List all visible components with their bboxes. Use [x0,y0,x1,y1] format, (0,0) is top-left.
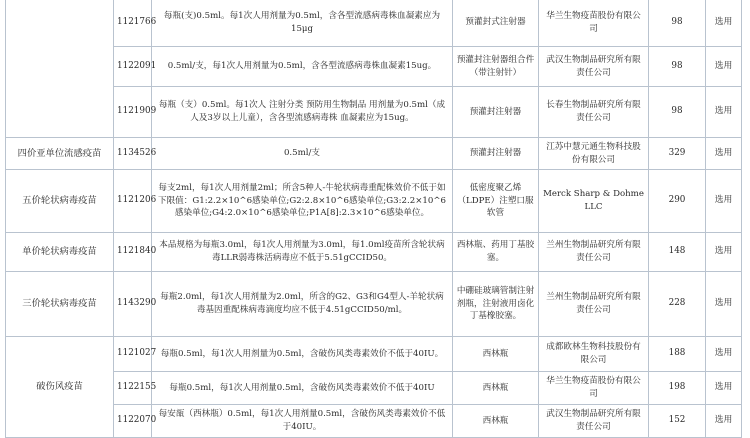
manufacturer: 长春生物制品研究所有限责任公司 [539,87,649,138]
status: 选用 [706,337,742,372]
product-code: 1122155 [114,372,152,405]
vaccine-name: 破伤风疫苗 [6,337,114,438]
product-code: 1143290 [114,272,152,337]
price: 198 [649,372,706,405]
status: 选用 [706,170,742,233]
vaccine-name: 三价轮状病毒疫苗 [6,272,114,337]
price: 290 [649,170,706,233]
specification: 每支2ml，每1次人用剂量2ml；所含5种人-牛轮状病毒重配株效价不低于如下限值：G1:2.2×10^6感染单位;G2:2.8×10^6感染单位;G3:2.2×10^6感染单位;G4:2.0×10^6感染单位;P1A[8]:2.3×10^6感染单位。 [152,170,453,233]
packaging: 西林瓶 [453,405,539,438]
manufacturer: 华兰生物疫苗股份有限公司 [539,0,649,47]
specification: 每瓶2.0ml，每1次人用剂量为2.0ml，所含的G2、G3和G4型人-羊轮状病毒基因重配株病毒滴度均应不低于4.51gCCID50/ml。 [152,272,453,337]
packaging: 西林瓶 [453,337,539,372]
specification: 0.5ml/支，每1次人用剂量为0.5ml，含各型流感病毒株血凝素15ug。 [152,47,453,87]
status: 选用 [706,372,742,405]
vaccine-name: 单价轮状病毒疫苗 [6,233,114,272]
specification: 每瓶(支)0.5ml。每1次人用剂量为0.5ml，含各型流感病毒株血凝素应为15μg [152,0,453,47]
product-code: 1121766 [114,0,152,47]
specification: 0.5ml/支 [152,138,453,170]
manufacturer: 华兰生物疫苗股份有限公司 [539,372,649,405]
packaging: 低密度聚乙烯（LDPE）注塑口服软管 [453,170,539,233]
vaccine-price-table [5,0,742,438]
manufacturer: 武汉生物制品研究所有限责任公司 [539,47,649,87]
packaging: 预灌封式注射器 [453,0,539,47]
packaging: 西林瓶 [453,372,539,405]
vaccine-name-cell [6,0,114,138]
table-row [6,272,742,337]
product-code: 1121206 [114,170,152,233]
specification: 每瓶（支）0.5ml。每1次人 注射分类 预防用生物制品 用剂量为0.5ml（成人及3岁以上儿童），含各型流感病毒株 血凝素应为15ug。 [152,87,453,138]
status: 选用 [706,272,742,337]
packaging: 预灌封注射器 [453,138,539,170]
manufacturer: 江苏中慧元通生物科技股份有限公司 [539,138,649,170]
manufacturer: 兰州生物制品研究所有限责任公司 [539,233,649,272]
table-row [6,87,742,138]
status: 选用 [706,405,742,438]
packaging: 西林瓶、药用丁基胶塞。 [453,233,539,272]
status: 选用 [706,87,742,138]
table-row [6,138,742,170]
price: 188 [649,337,706,372]
price: 98 [649,87,706,138]
price: 98 [649,47,706,87]
table-row [6,170,742,233]
price: 148 [649,233,706,272]
vaccine-name: 四价亚单位流感疫苗 [6,138,114,170]
product-code: 1121027 [114,337,152,372]
table-row [6,0,742,47]
table-row [6,233,742,272]
specification: 每瓶0.5ml，每1次人用剂量为0.5ml，含破伤风类毒素效价不低于40IU。 [152,337,453,372]
specification: 每瓶0.5ml，每1次人用剂量0.5ml，含破伤风类毒素效价不低于40IU [152,372,453,405]
packaging: 预灌封注射器组合件（带注射针） [453,47,539,87]
product-code: 1121909 [114,87,152,138]
price: 152 [649,405,706,438]
status: 选用 [706,138,742,170]
status: 选用 [706,0,742,47]
table-row [6,47,742,87]
status: 选用 [706,47,742,87]
manufacturer: Merck Sharp & Dohme LLC [539,170,649,233]
manufacturer: 成都欧林生物科技股份有限公司 [539,337,649,372]
table-row [6,372,742,405]
vaccine-name: 五价轮状病毒疫苗 [6,170,114,233]
packaging: 预灌封注射器 [453,87,539,138]
status: 选用 [706,233,742,272]
price: 228 [649,272,706,337]
price: 98 [649,0,706,47]
specification: 每安瓿（西林瓶）0.5ml，每1次人用剂量0.5ml，含破伤风类毒素效价不低于40IU。 [152,405,453,438]
table-row [6,337,742,372]
packaging: 中硼硅玻璃管制注射剂瓶，注射液用卤化丁基橡胶塞。 [453,272,539,337]
price: 329 [649,138,706,170]
product-code: 1134526 [114,138,152,170]
product-code: 1122070 [114,405,152,438]
product-code: 1121840 [114,233,152,272]
specification: 本品规格为每瓶3.0ml，每1次人用剂量为3.0ml，每1.0ml疫苗所含轮状病毒LLR弱毒株活病毒应不低于5.51gCCID50。 [152,233,453,272]
product-code: 1122091 [114,47,152,87]
manufacturer: 武汉生物制品研究所有限责任公司 [539,405,649,438]
table-row [6,405,742,438]
manufacturer: 兰州生物制品研究所有限责任公司 [539,272,649,337]
